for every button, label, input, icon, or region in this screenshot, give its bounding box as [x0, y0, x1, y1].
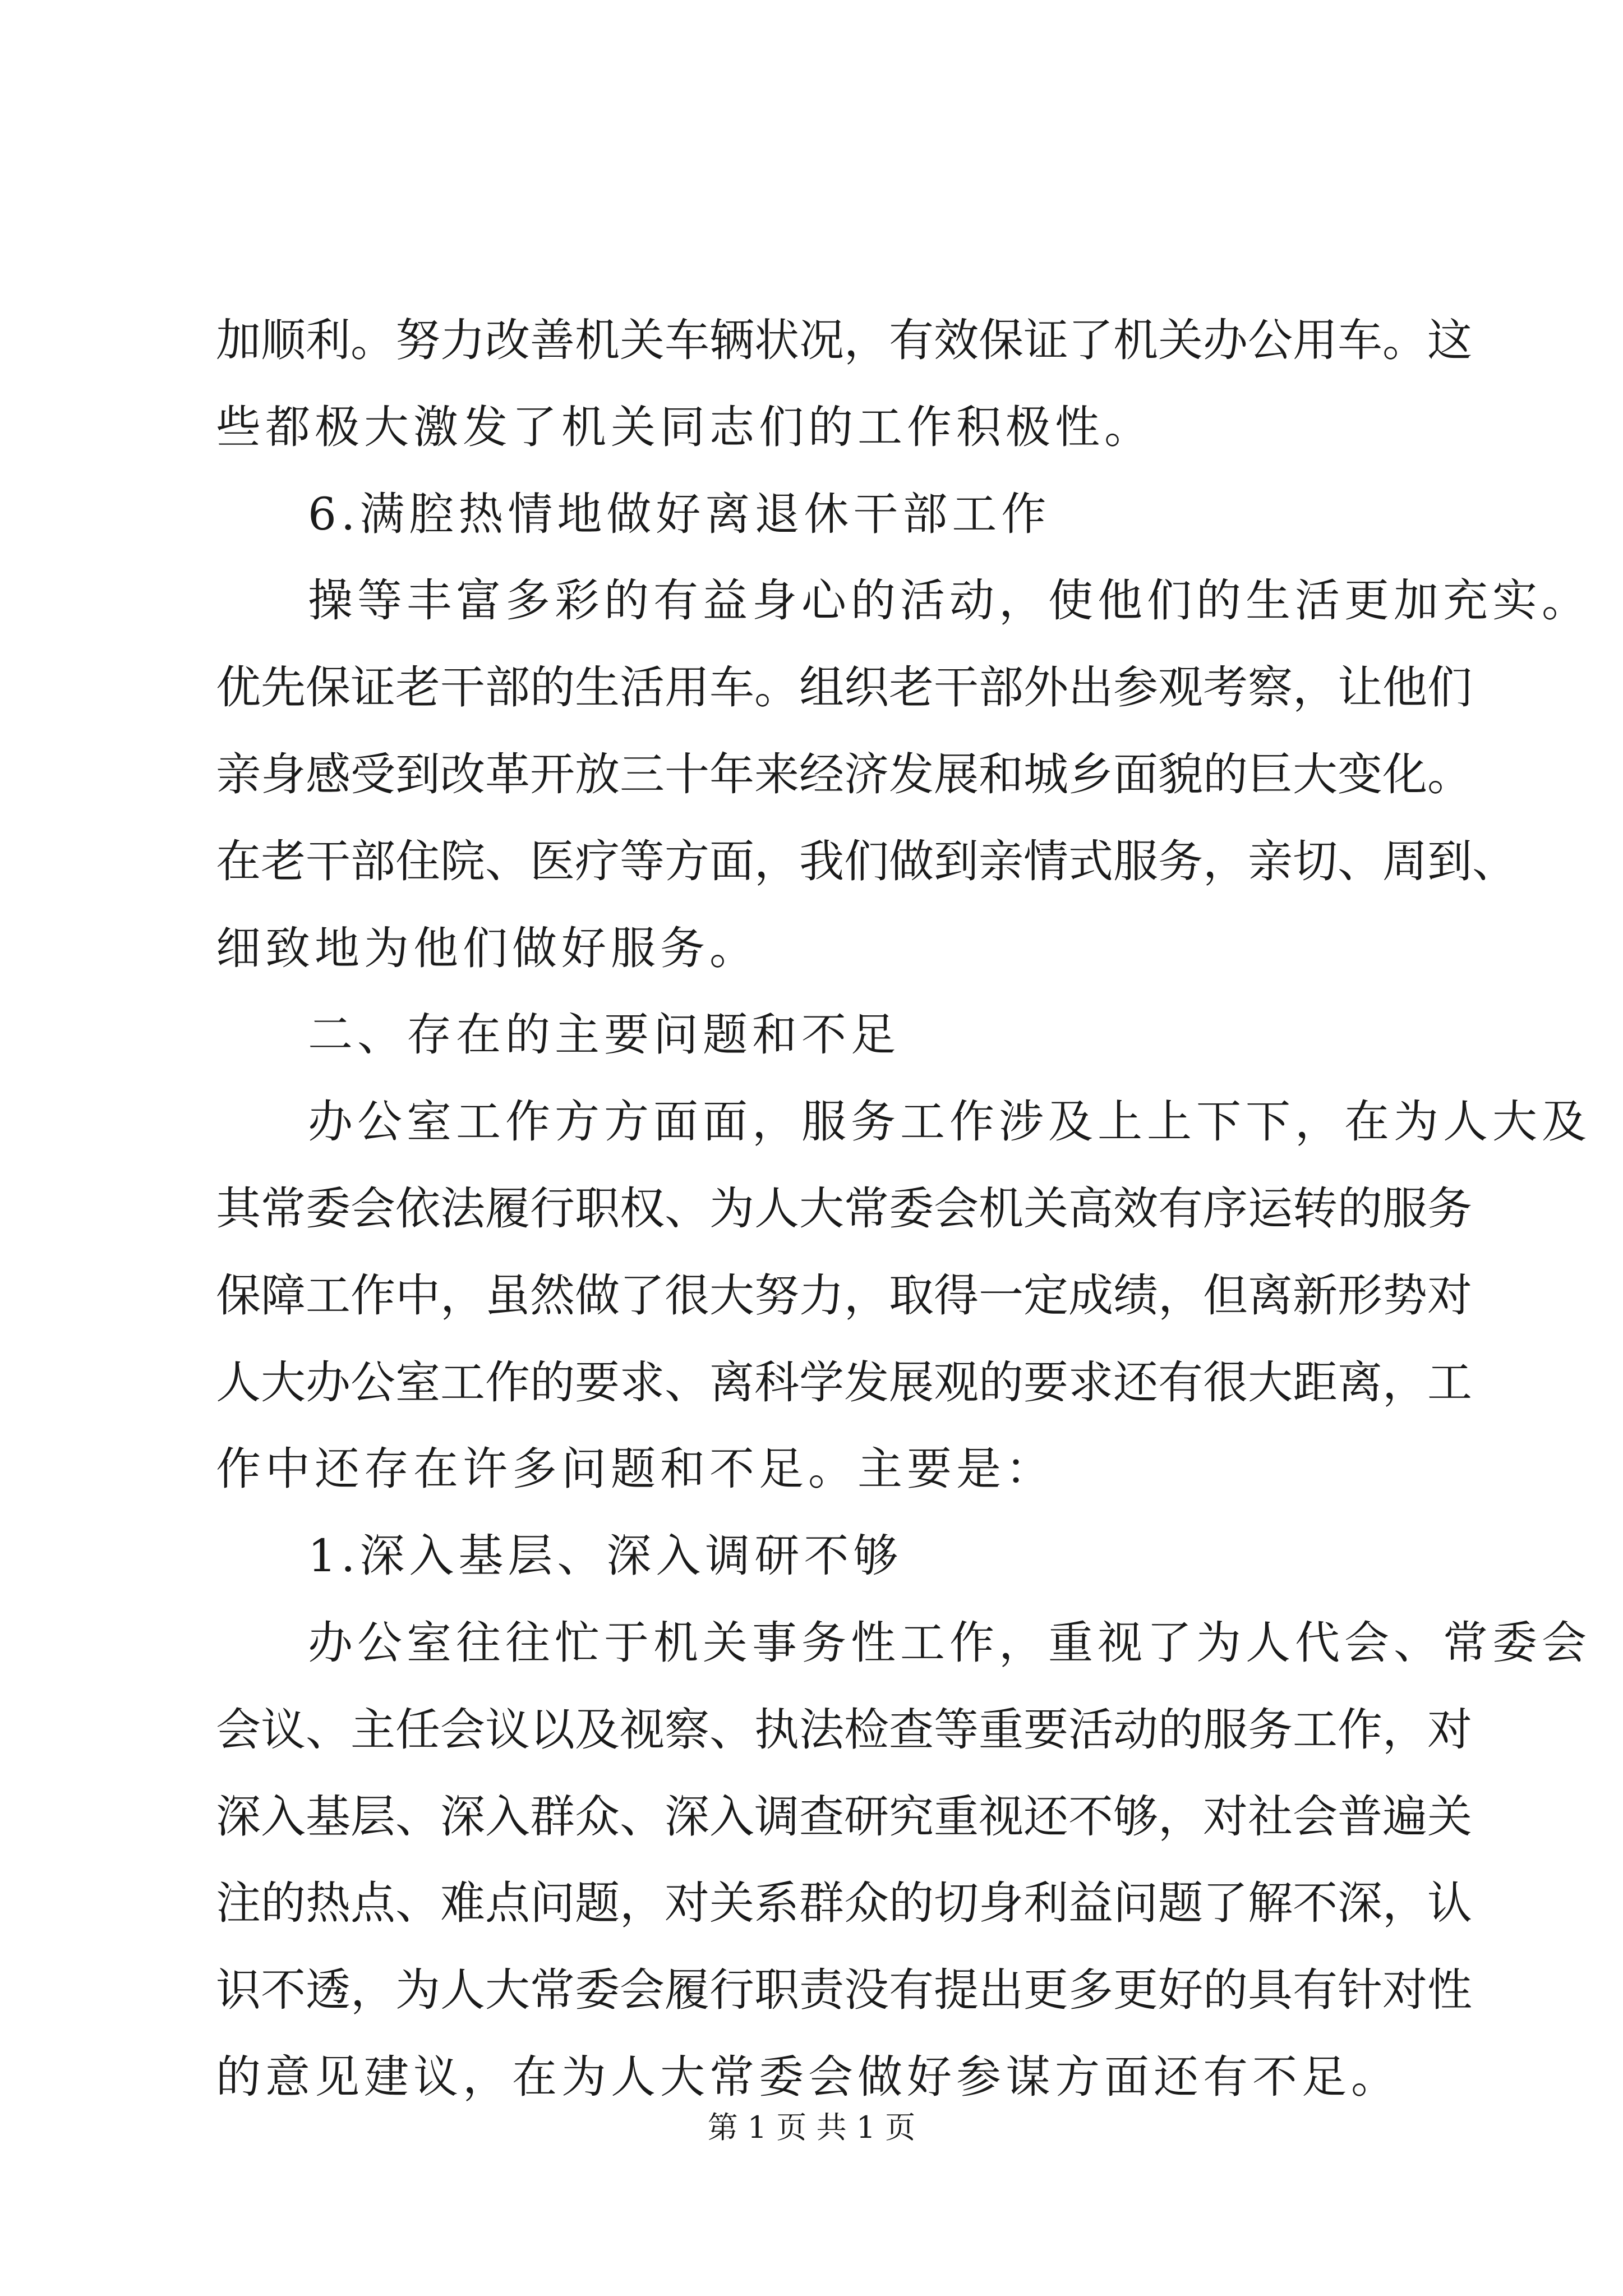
body-line: 的意见建议，在为人大常委会做好参谋方面还有不足。: [216, 2050, 1400, 2103]
body-line: 作中还存在许多问题和不足。主要是：: [216, 1443, 1055, 1496]
body-line: 细致地为他们做好服务。: [216, 922, 759, 974]
section-heading: 二、存在的主要问题和不足: [308, 1009, 900, 1061]
body-line: 加顺利。努力改善机关车辆状况，有效保证了机关办公用车。这: [216, 314, 1472, 366]
body-line: 些都极大激发了机关同志们的工作积极性。: [216, 401, 1154, 453]
body-line: 注的热点、难点问题，对关系群众的切身利益问题了解不深，认: [216, 1877, 1472, 1930]
body-line: 其常委会依法履行职权、为人大常委会机关高效有序运转的服务: [216, 1182, 1472, 1235]
body-line: 亲身感受到改革开放三十年来经济发展和城乡面貌的巨大变化。: [216, 748, 1472, 800]
body-line: 办公室工作方方面面，服务工作涉及上上下下，在为人大及: [308, 1096, 1591, 1148]
body-line: 办公室往往忙于机关事务性工作，重视了为人代会、常委会: [308, 1616, 1591, 1669]
section-heading: 1.深入基层、深入调研不够: [308, 1530, 903, 1582]
body-line: 识不透，为人大常委会履行职责没有提出更多更好的具有针对性: [216, 1964, 1472, 2017]
body-line: 保障工作中，虽然做了很大努力，取得一定成绩，但离新形势对: [216, 1269, 1472, 1322]
body-line: 在老干部住院、医疗等方面，我们做到亲情式服务，亲切、周到、: [216, 835, 1517, 887]
body-line: 操等丰富多彩的有益身心的活动，使他们的生活更加充实。: [308, 574, 1591, 627]
body-line: 优先保证老干部的生活用车。组织老干部外出参观考察，让他们: [216, 661, 1472, 714]
body-line: 深入基层、深入群众、深入调查研究重视还不够，对社会普遍关: [216, 1790, 1472, 1843]
document-body: [216, 297, 1591, 2121]
page-footer: 第 1 页 共 1 页: [707, 2110, 916, 2145]
body-line: 会议、主任会议以及视察、执法检查等重要活动的服务工作，对: [216, 1703, 1472, 1756]
body-line: 人大办公室工作的要求、离科学发展观的要求还有很大距离，工: [216, 1356, 1472, 1409]
section-heading: 6.满腔热情地做好离退休干部工作: [308, 487, 1051, 540]
